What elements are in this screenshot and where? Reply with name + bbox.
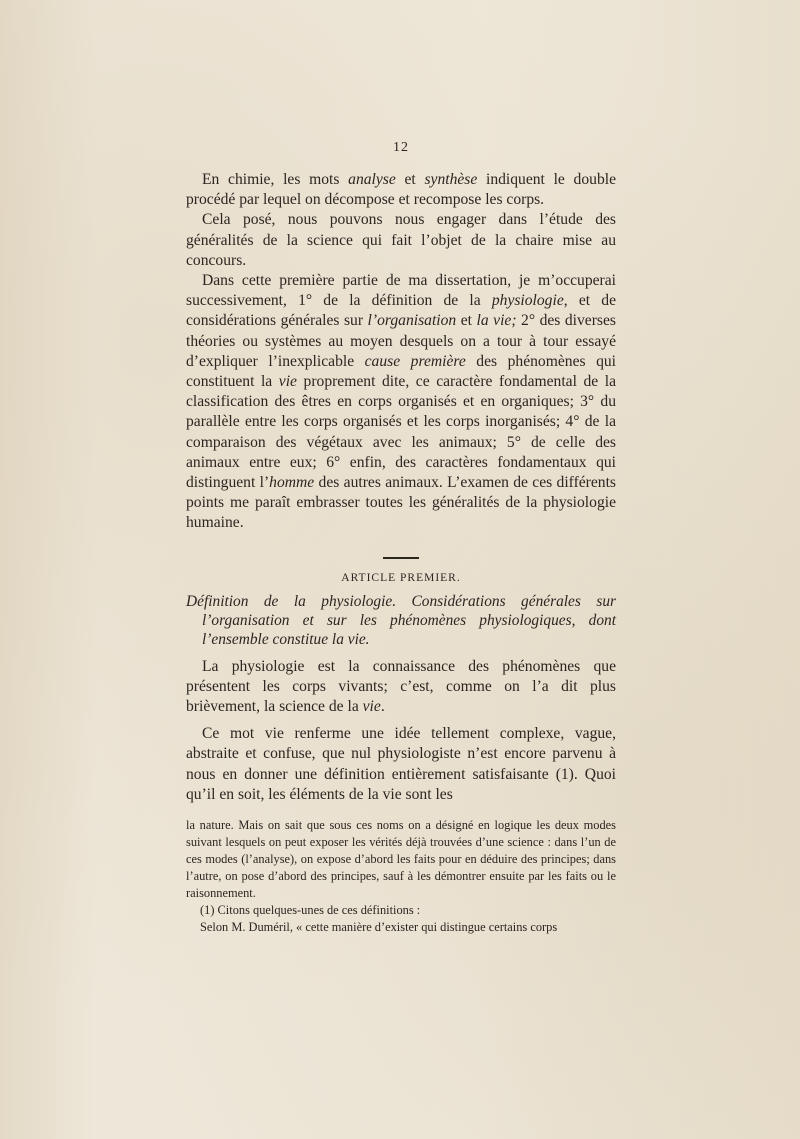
footnote: (1) Citons quelques-unes de ces définitions : [200, 903, 421, 918]
paragraph: Dans cette première partie de ma dissertation, je m’occuperai successivement, 1° de la définition de la physiologie, et de considérations générales sur l’organisation et la vie; 2° des diverses théories ou systèmes au moyen desquels on a tour à tour essayé d’expliquer l’inexplicable cause première des phénomènes qui constituent la vie proprement dite, ce caractère fondamental de la classification des êtres en corps organisés et en organiques; 3° du parallèle entre les corps organisés et les corps inorganisés; 4° de la comparaison des végétaux avec les animaux; 5° de celle des animaux entre eux; 6° enfin, des caractères fondamentaux qui distinguent l’homme des autres animaux. L’examen de ces différents points me paraît embrasser toutes les généralités de la physiologie humaine. [186, 272, 617, 532]
page-content [186, 140, 616, 936]
separator [186, 546, 616, 564]
footnotes [186, 817, 616, 936]
paragraph: En chimie, les mots analyse et synthèse indiquent le double procédé par lequel on décompose et recompose les corps. [186, 171, 616, 209]
page-number: 12 [393, 140, 409, 155]
article-title: ARTICLE PREMIER. [341, 571, 461, 584]
paragraph: Cela posé, nous pouvons nous engager dans l’étude des généralités de la science qui fait l’objet de la chaire mise au concours. [186, 211, 616, 269]
article-subtitle: Définition de la physiologie. Considérations générales sur l’organisation et sur les phénomènes physiologiques, dont l’ensemble constitue la vie. [186, 592, 616, 648]
footnote: Selon M. Duméril, « cette manière d’exister qui distingue certains corps [200, 920, 558, 935]
paragraph: La physiologie est la connaissance des phénomènes que présentent les corps vivants; c’est, comme on l’a dit plus brièvement, la science de la vie. [186, 657, 616, 716]
footnote-continuation: la nature. Mais on sait que sous ces noms on a désigné en logique les deux modes suivant lesquels on peut exposer les vérités déjà trouvées d’une science : dans l’un de ces modes (l’analyse), on expose d’abord les faits pour en déduire des principes; dans l’autre, on pose d’abord des principes, sauf à les démontrer ensuite par les faits ou le raisonnement. [186, 818, 616, 901]
paragraph: Ce mot vie renferme une idée tellement complexe, vague, abstraite et confuse, que nul physiologiste n’est encore parvenu à nous en donner une définition entièrement satisfaisante (1). Quoi qu’il en soit, les éléments de la vie sont les [186, 725, 616, 803]
